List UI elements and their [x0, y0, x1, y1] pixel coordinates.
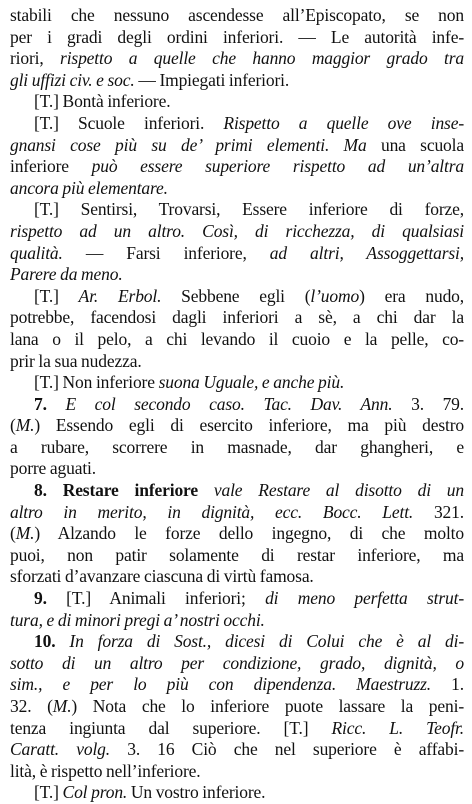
- text-line: (M.) Essendo egli di esercito inferiore, ma più destro: [10, 415, 464, 436]
- text-line: gli uffizi civ. e soc. — Impiegati inferiori.: [10, 69, 290, 90]
- text-line: 10. In forza di Sost., dicesi di Colui che è al di-: [34, 631, 464, 652]
- text-line: per i gradi degli ordini inferiori. — Le autorità infe-: [10, 26, 464, 47]
- text-line: [T.] Scuole inferiori. Rispetto a quelle ove inse-: [34, 112, 464, 133]
- text-line: stabili che nessuno ascendesse all’Episcopato, se non: [10, 5, 464, 25]
- text-line: Parere da meno.: [10, 264, 123, 285]
- text-line: sotto di un altro per condizione, grado, dignità, o: [10, 652, 464, 673]
- text-line: 8. Restare inferiore vale Restare al disotto di un: [34, 480, 464, 501]
- text-line: 7. E col secondo caso. Tac. Dav. Ann. 3. 79.: [34, 393, 464, 414]
- text-line: altro in merito, in dignità, ecc. Bocc. Lett. 321.: [10, 501, 464, 522]
- text-line: tura, e di minori pregi a’ nostri occhi.: [10, 609, 265, 630]
- text-line: inferiore può essere superiore rispetto ad un’altra: [10, 156, 464, 177]
- text-line: [T.] Non inferiore suona Uguale, e anche più.: [34, 372, 345, 393]
- text-line: [T.] Sentirsi, Trovarsi, Essere inferiore di forze,: [34, 199, 464, 220]
- text-line: tenza ingiunta dal superiore. [T.] Ricc. L. Teofr.: [10, 717, 464, 738]
- text-line: [T.] Bontà inferiore.: [34, 91, 171, 112]
- text-line: prir la sua nudezza.: [10, 350, 142, 371]
- text-line: gnansi cose più su de’ primi elementi. Ma una scuola: [10, 134, 464, 155]
- text-line: (M.) Alzando le forze dello ingegno, di che molto: [10, 523, 464, 544]
- text-line: 32. (M.) Nota che lo inferiore puote lassare la peni-: [10, 696, 464, 716]
- text-line: 9. [T.] Animali inferiori; di meno perfetta strut-: [34, 588, 464, 609]
- text-line: qualità. — Farsi inferiore, ad altri, Assoggettarsi,: [10, 242, 464, 263]
- text-line: lità, è rispetto nell’inferiore.: [10, 760, 201, 781]
- text-line: potrebbe, facendosi dagli inferiori a sè, a chi dar la: [10, 307, 464, 328]
- text-line: lana o il pelo, a chi levando il cuoio e la pelle, co-: [10, 328, 464, 349]
- text-line: riori, rispetto a quelle che hanno maggior grado tra: [10, 48, 464, 69]
- text-line: a rubare, scorrere in masnade, dar ghangheri, e: [10, 436, 464, 457]
- text-line: Caratt. volg. 3. 16 Ciò che nel superiore è affabi-: [10, 739, 464, 760]
- text-line: sim., e per lo più con dipendenza. Maestruzz. 1.: [10, 674, 464, 695]
- text-line: [T.] Col pron. Un vostro inferiore.: [34, 782, 266, 803]
- text-line: porre aguati.: [10, 458, 96, 479]
- text-line: sforzati d’avanzare ciascuna di virtù famosa.: [10, 566, 314, 587]
- text-line: ancora più elementare.: [10, 177, 168, 198]
- text-line: rispetto ad un altro. Così, di ricchezza, di qualsiasi: [10, 220, 464, 241]
- text-line: [T.] Ar. Erbol. Sebbene egli (l’uomo) era nudo,: [34, 285, 464, 306]
- text-line: puoi, non patir solamente di restar inferiore, ma: [10, 544, 464, 565]
